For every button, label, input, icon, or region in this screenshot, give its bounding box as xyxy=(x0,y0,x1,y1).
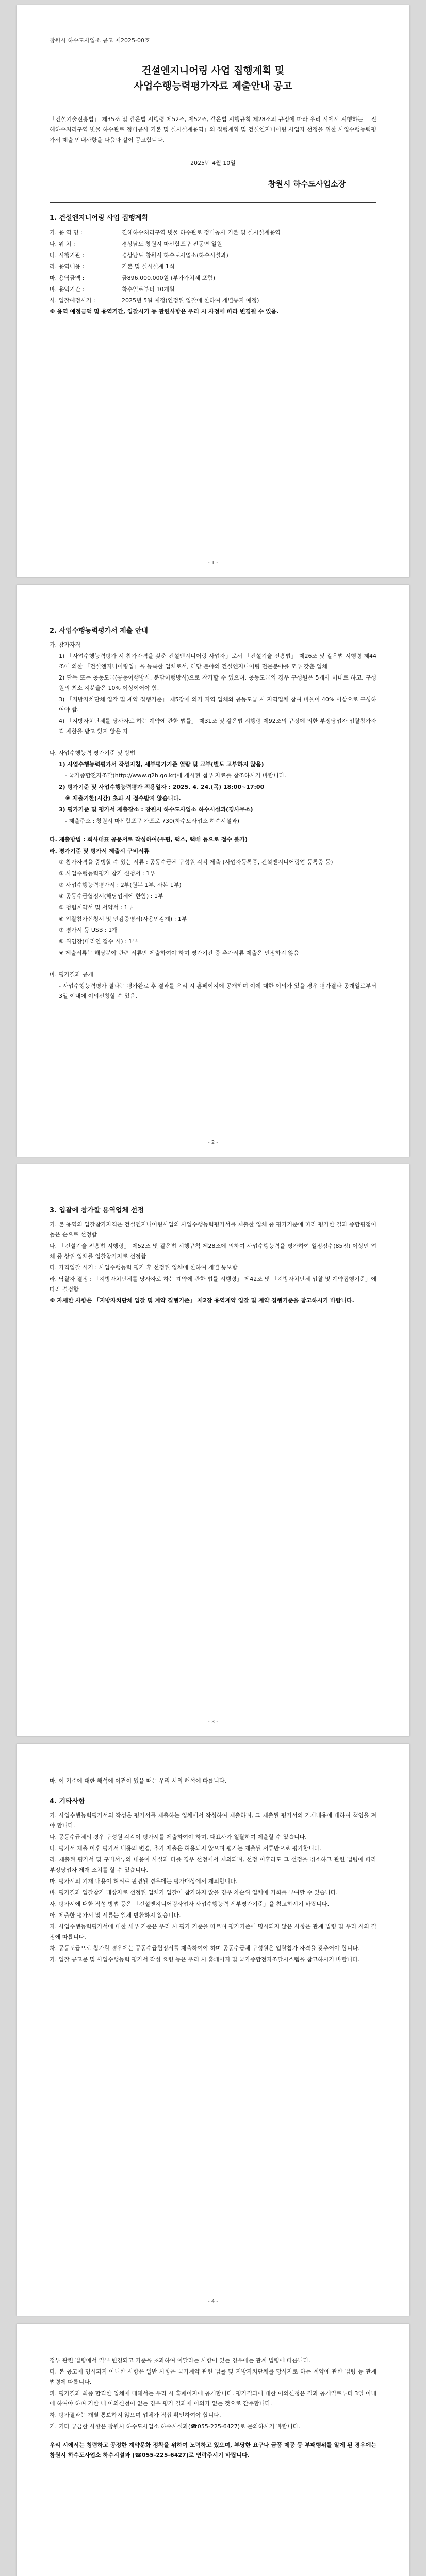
list-item: ④ 공동수급협정서(해당업체에 한함) : 1부 xyxy=(59,893,163,900)
kv-row xyxy=(50,273,376,284)
required-documents-list xyxy=(50,857,376,947)
kv-value: 착수일로부터 10개월 xyxy=(122,286,175,293)
section-3-title: 3. 입찰에 참가할 용역업체 선정 xyxy=(50,1207,144,1214)
kv-key: 바. 용역기간 : xyxy=(50,286,85,293)
document-page-4 xyxy=(17,1744,409,2316)
kv-key: 가. 용 역 명 : xyxy=(50,229,83,236)
list-item: 마. 평가서의 기재 내용이 허위로 판명된 경우에는 평가대상에서 제외합니다. xyxy=(50,1878,238,1885)
paragraph: 나. 「건설기술 진흥법 시행령」 제52조 및 같은법 시행규칙 제28조에 의하여 사업수행능력을 평가하여 일정점수(85점) 이상인 업체 중 상위 업체를 입찰참가자로 선정함 xyxy=(50,1243,376,1260)
paragraph: 라. 낙찰자 결정 : 「지방자치단체를 당사자로 하는 계약에 관한 법률 시행령」 제42조 및 「지방자치단체 입찰 및 계약집행기준」에 따라 결정함 xyxy=(50,1276,376,1293)
paragraph: - 사업수행능력평가 결과는 평가완료 후 결과를 우리 시 홈페이지에 공개하며 이에 대한 이의가 있을 경우 평가결과 공개일로부터 3일 이내에 이의신청할 수 있음. xyxy=(59,982,376,999)
notice-number: 창원시 하수도사업소 공고 제2025-00호 xyxy=(50,37,150,44)
list-item: 거. 기타 궁금한 사항은 창원시 하수도사업소 하수시설과(☎055-225-6427)로 문의하시기 바랍니다. xyxy=(50,2423,300,2430)
sub-title-na: 나. 사업수행능력 평가기준 및 방법 xyxy=(50,750,136,756)
closing-statement: 우리 시에서는 청렴하고 공정한 계약문화 정착을 위하여 노력하고 있으며, 부당한 요구나 금품 제공 등 부패행위를 알게 된 경우에는 창원시 하수도사업소 하수시설과 (☎055-225-6427)로 연락주시기 바랍니다. xyxy=(50,2442,376,2459)
kv-value: 기본 및 실시설계 1식 xyxy=(122,263,175,270)
list-item: 정부 관련 법령에서 일부 변경되고 기준을 초과하여 이달라는 사항이 있는 경우에는 관계 법령에 따릅니다. xyxy=(50,2357,310,2364)
intro-text-b: 」의 집행계획 및 건설엔지니어링 사업자 선정을 위한 사업수행능력평가서 제출 안내사항을 다음과 같이 공고합니다. xyxy=(50,126,376,143)
paragraph: 2) 단독 또는 공동도급(공동이행방식, 분담이행방식)으로 참가할 수 있으며, 공동도급의 경우 구성원은 5개사 이내로 하고, 구성원의 최소 지분율은 10% 이상이어야 함. xyxy=(59,674,376,691)
page-number: - 2 - xyxy=(208,1140,218,1145)
section-1-rows xyxy=(50,227,376,307)
other-matters-list xyxy=(50,1810,376,1965)
spacer xyxy=(50,738,376,744)
list-item: 사. 평가서에 대한 작성 방법 등은 「건설엔지니어링사업자 사업수행능력 세부평가기준」을 참고하시기 바랍니다. xyxy=(50,1901,330,1907)
sub-title-ma: 마. 평가결과 공개 xyxy=(50,971,93,978)
sub-title-da: 다. 제출방법 : 회사대표 공문서로 작성하여(우편, 팩스, 택배 등으로 접수 불가) xyxy=(50,836,248,843)
list-item: 바. 평가결과 입찰참가 대상자로 선정된 업체가 입찰에 참가하지 않을 경우 차순위 업체에 기회를 부여할 수 있습니다. xyxy=(50,1889,338,1896)
title-line-1: 건설엔지니어링 사업 집행계획 및 xyxy=(141,65,285,76)
paragraph: 4) 「지방자치단체를 당사자로 하는 계약에 관한 법률」 제31조 및 같은법 시행령 제92조의 규정에 의한 부정당업자 입찰참가자격 제한을 받고 있지 않은 자 xyxy=(59,718,376,735)
page-number: - 4 - xyxy=(208,2299,218,2304)
spacer xyxy=(50,827,376,834)
kv-row xyxy=(50,239,376,250)
list-item: 가. 사업수행능력평가서의 작성은 평가서를 제출하는 업체에서 작성하여 제출하며, 그 제출된 평가서의 기재내용에 대하여 책임을 져야 합니다. xyxy=(50,1812,376,1829)
kv-row xyxy=(50,227,376,239)
sub-title-ga: 가. 참가자격 xyxy=(50,641,81,648)
paragraph: 1) 「사업수행능력평가 시 참가자격을 갖춘 건설엔지니어링 사업자」로서 「건설기술 진흥법」 제26조 및 같은법 시행령 제44조에 의한 「건설엔지니어링업」을 등록한 업체로서, 해당 분야의 건설엔지니어링 전문분야를 모두 갖춘 업체 xyxy=(59,653,376,670)
kv-key: 라. 용역내용 : xyxy=(50,263,85,270)
document-page-3 xyxy=(17,1164,409,1736)
document-page-1 xyxy=(17,5,409,577)
kv-value: 경상남도 창원시 하수도사업소(하수시설과) xyxy=(122,252,228,259)
note-rest: 등 관련사항은 우리 시 사정에 따라 변경될 수 있음. xyxy=(149,308,279,315)
paragraph: 1) 사업수행능력평가서 작성지침, 세부평가기준 열람 및 교부(별도 교부하지 않음) xyxy=(59,761,264,768)
list-item: ⑥ 입찰참가신청서 및 인감증명서(사용인감계) : 1부 xyxy=(59,916,187,922)
intro-paragraph xyxy=(50,114,376,145)
sub-title-ra: 라. 평가기준 및 평가서 제출시 구비서류 xyxy=(50,848,150,854)
list-item: 자. 사업수행능력평가서에 대한 세부 기준은 우리 시 평가 기준을 따르며 평가기준에 명시되지 않은 사항은 관계 법령 및 우리 시의 결정에 따릅니다. xyxy=(50,1923,376,1940)
list-item: ⑦ 평가서 등 USB : 1개 xyxy=(59,927,118,934)
paragraph: 2) 평가기준 및 사업수행능력평가 적용일자 : 2025. 4. 24.(목) 18:00~17:00 xyxy=(59,784,265,790)
document-page-5 xyxy=(17,2324,409,2576)
paragraph: 마. 이 기준에 대한 해석에 이견이 있을 때는 우리 시의 해석에 따릅니다. xyxy=(50,1777,226,1784)
list-item: 타. 본 공고에 명시되지 아니한 사항은 일반 사항은 국가계약 관련 법률 및 지방자치단체를 당사자로 하는 계약에 관한 법령 등 관계 법령에 따릅니다. xyxy=(50,2368,376,2385)
notice-date: 2025년 4월 10일 xyxy=(190,160,236,166)
section-1-note xyxy=(50,307,376,317)
section-2-title: 2. 사업수행능력평가서 제출 안내 xyxy=(50,627,148,635)
kv-row xyxy=(50,261,376,273)
kv-value: 진해하수처리구역 빗물 하수관로 정비공사 기본 및 실시설계용역 xyxy=(122,229,281,236)
section-1-title: 1. 건설엔지니어링 사업 집행계획 xyxy=(50,214,148,222)
deadline-warning: ※ 제출기한(시간) 초과 시 접수받지 않습니다. xyxy=(65,795,181,802)
list-item: 아. 제출한 평가서 및 서류는 일체 반환하지 않습니다. xyxy=(50,1912,181,1919)
list-item: 다. 평가서 제출 이후 평가서 내용의 변경, 추가 제출은 허용되지 않으며 평가는 제출된 서류만으로 평가합니다. xyxy=(50,1845,321,1852)
kv-row xyxy=(50,250,376,261)
paragraph: 3) 「지방자치단체 입찰 및 계약 집행기준」 제5장에 의거 지역 업체와 공동도급 시 지역업체 참여 비율이 40% 이상으로 구성하여야 함. xyxy=(59,696,376,713)
list-item: 차. 공동도급으로 참가할 경우에는 공동수급협정서를 제출하여야 하며 공동수급체 구성원은 입찰참가 자격을 갖추어야 합니다. xyxy=(50,1945,360,1952)
list-item: 파. 평가결과 최종 합격한 업체에 대해서는 우리 시 홈페이지에 공개합니다. 평가결과에 대한 이의신청은 결과 공개일로부터 3일 이내에 하여야 하며 기한 내 이의신청이 없는 경우 평가 결과에 이의가 없는 것으로 간주합니다. xyxy=(50,2390,376,2407)
paragraph: - 국가종합전자조달(http://www.g2b.go.kr)에 게시된 첨부 자료를 참조하시기 바랍니다. xyxy=(65,772,286,779)
list-item: 라. 제출된 평가서 및 구비서류의 내용이 사실과 다를 경우 선정에서 제외되며, 선정 이후라도 그 선정을 취소하고 관련 법령에 따라 부정당업자 제재 조치를 할 수 있습니다. xyxy=(50,1856,376,1873)
kv-key: 마. 용역금액 : xyxy=(50,275,85,281)
kv-key: 사. 입찰예정시기 : xyxy=(50,297,95,304)
kv-key: 다. 시행기관 : xyxy=(50,252,85,259)
kv-row xyxy=(50,295,376,307)
paragraph: - 제출주소 : 창원시 마산합포구 가포로 730(하수도사업소 하수시설과) xyxy=(65,818,240,824)
page-number: - 3 - xyxy=(208,1719,218,1725)
page-number: - 1 - xyxy=(208,560,218,566)
title-line-2: 사업수행능력평가자료 제출안내 공고 xyxy=(134,80,292,92)
list-item: ③ 사업수행능력평가서 : 2부(원본 1부, 사본 1부) xyxy=(59,882,182,888)
paragraph: 가. 본 용역의 입찰참가자격은 건설엔지니어링사업의 사업수행능력평가서를 제출한 업체 중 평가기준에 따라 평가한 결과 종합평점이 높은 순으로 선정함 xyxy=(50,1221,376,1238)
spacer xyxy=(50,2433,376,2439)
document-title xyxy=(50,63,376,94)
kv-key: 나. 위 치 : xyxy=(50,241,75,247)
intro-text-a: 「건설기술진흥법」 제35조 및 같은법 시행령 제52조, 제52조, 같은법 시행규칙 제28조의 규정에 따라 우리 시에서 시행하는 「 xyxy=(50,116,371,123)
section-4-title: 4. 기타사항 xyxy=(50,1798,85,1805)
list-item: 나. 공동수급체의 경우 구성원 각각이 평가서를 제출하여야 하며, 대표사가 일괄하여 제출할 수 있습니다. xyxy=(50,1834,307,1840)
document-page-2 xyxy=(17,585,409,1157)
kv-value: 금896,000,000원 (부가가치세 포함) xyxy=(122,275,216,281)
list-item: ② 사업수행능력평가 참가 신청서 : 1부 xyxy=(59,870,155,877)
paragraph: 3) 평가기준 및 평가서 제출장소 : 창원시 하수도사업소 하수시설과(경사무소) xyxy=(59,806,253,813)
spacer xyxy=(50,959,376,965)
divider xyxy=(50,202,376,203)
kv-value: 경상남도 창원시 마산합포구 진동면 일원 xyxy=(122,241,222,247)
list-item: ⑧ 위임장(대리인 접수 시) : 1부 xyxy=(59,938,138,945)
list-item: ① 참가자격을 증빙할 수 있는 서류 : 공동수급체 구성원 각각 제출 (사업자등록증, 건설엔지니어링업 등록증 등) xyxy=(59,859,333,866)
note-underlined: ※ 용역 예정금액 및 용역기간, 입찰시기 xyxy=(50,308,150,315)
kv-row xyxy=(50,284,376,295)
paragraph: ※ 자세한 사항은 「지방자치단체 입찰 및 계약 집행기준」 제2장 용역계약 입찰 및 계약 집행기준을 참고하시기 바랍니다. xyxy=(50,1297,354,1304)
paragraph: 다. 가격입찰 시기 : 사업수행능력 평가 후 선정된 업체에 한하여 개별 통보함 xyxy=(50,1264,238,1271)
documents-note: ※ 제출서류는 해당분야 관련 서류만 제출하여야 하며 평가기간 중 추가서류 제출은 인정하지 않음 xyxy=(59,950,299,956)
list-item: ⑤ 청렴계약서 및 서약서 : 1부 xyxy=(59,904,134,911)
issuer: 창원시 하수도사업소장 xyxy=(268,179,346,189)
list-item: 하. 평가결과는 개별 통보하지 않으며 업체가 직접 확인하여야 합니다. xyxy=(50,2412,221,2418)
final-matters-list xyxy=(50,2355,376,2432)
intro-project-name: 진해하수처리구역 빗물 하수관로 정비공사 기본 및 실시설계용역 xyxy=(50,116,376,133)
list-item: 카. 입찰 공고문 및 사업수행능력 평가서 작성 요령 등은 우리 시 홈페이지 및 국가종합전자조달시스템을 참고하시기 바랍니다. xyxy=(50,1956,360,1963)
kv-value: 2025년 5월 예정(인정된 입찰에 한하여 개별통지 예정) xyxy=(122,297,259,304)
